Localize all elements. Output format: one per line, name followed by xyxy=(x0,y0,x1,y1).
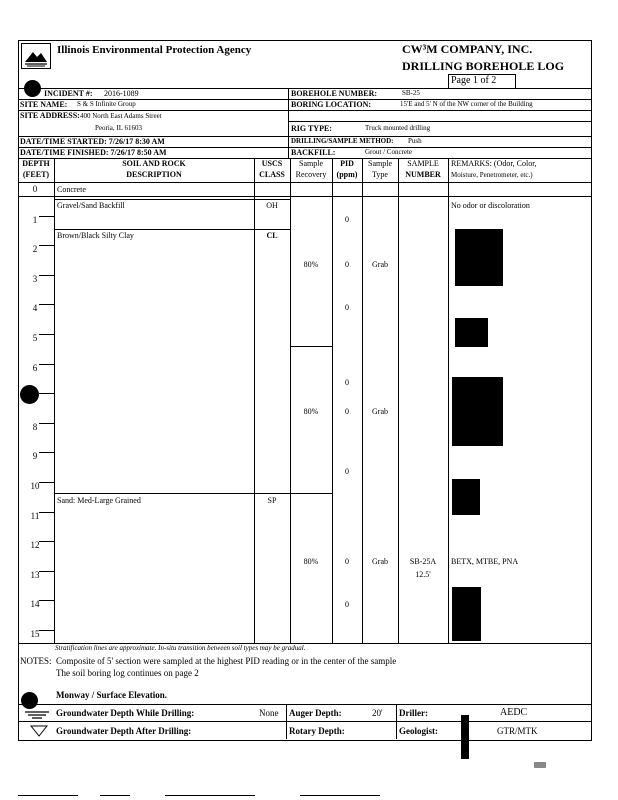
geologist-value: GTR/MTK xyxy=(497,726,538,736)
depth-label: 9 xyxy=(32,451,38,462)
col-sample-2: Recovery xyxy=(295,170,327,179)
col-depth-2: (FEET) xyxy=(22,170,50,179)
site-address-line1: 400 North East Adams Street xyxy=(80,112,162,120)
rule xyxy=(362,158,363,643)
depth-tick xyxy=(39,482,55,483)
rig-type-value: Truck mounted drilling xyxy=(365,124,431,132)
sample-depth: 12.5' xyxy=(415,570,431,579)
rule xyxy=(290,158,291,643)
driller-value: AEDC xyxy=(500,707,528,718)
depth-tick xyxy=(39,541,55,542)
depth-tick xyxy=(39,571,55,572)
rule xyxy=(286,704,287,739)
drilling-method-value: Push xyxy=(408,137,422,145)
depth-tick xyxy=(39,393,55,394)
col-stype-1: Sample xyxy=(368,159,392,168)
type-3: Grab xyxy=(372,557,388,566)
depth-label: 6 xyxy=(32,362,38,373)
rule xyxy=(18,196,591,197)
type-2: Grab xyxy=(372,407,388,416)
layer-clay: Brown/Black Silty Clay xyxy=(57,231,134,240)
rule xyxy=(254,158,255,643)
layer-gravel: Gravel/Sand Backfill xyxy=(57,201,125,210)
rotary-label: Rotary Depth: xyxy=(289,726,345,736)
depth-label: 3 xyxy=(32,273,38,284)
borehole-value: SB-25 xyxy=(402,89,420,97)
depth-label: 2 xyxy=(32,244,38,255)
pid-1a: 0 xyxy=(345,215,349,224)
layer-boundary xyxy=(54,199,290,200)
pid-1c: 0 xyxy=(345,303,349,312)
gw-while-value: None xyxy=(259,708,279,718)
punch-hole xyxy=(20,385,39,404)
depth-tick xyxy=(39,512,55,513)
redaction-block xyxy=(452,377,503,446)
sample-boundary xyxy=(290,346,332,347)
auger-label: Auger Depth: xyxy=(289,708,342,718)
redaction-block xyxy=(452,479,480,515)
incident-value: 2016-1089 xyxy=(104,89,139,98)
stratification-note: Stratification lines are approximate. In-situ transition between soil types may be gradual. xyxy=(55,644,306,652)
groundwater-after-icon xyxy=(30,724,48,736)
pid-2a: 0 xyxy=(345,378,349,387)
rule xyxy=(300,795,380,796)
recovery-1: 80% xyxy=(303,260,319,269)
redaction-block xyxy=(452,587,481,641)
gw-after-label: Groundwater Depth After Drilling: xyxy=(56,726,192,736)
site-address-label: SITE ADDRESS: xyxy=(20,111,80,120)
log-title: DRILLING BOREHOLE LOG xyxy=(402,59,565,73)
drilling-method-label: DRILLING/SAMPLE METHOD: xyxy=(291,137,394,145)
depth-label: 0 xyxy=(32,184,38,194)
rule xyxy=(288,88,289,158)
pid-2c: 0 xyxy=(345,467,349,476)
remark-1: No odor or discoloration xyxy=(451,201,530,210)
date-started: DATE/TIME STARTED: 7/26/17 8:30 AM xyxy=(20,137,165,146)
date-finished: DATE/TIME FINISHED: 7/26/17 8:50 AM xyxy=(20,148,167,157)
notes-line2: The soil boring log continues on page 2 xyxy=(56,668,199,678)
iepa-logo xyxy=(21,43,51,69)
redaction-block xyxy=(455,318,488,347)
col-snum-2: NUMBER xyxy=(405,170,441,179)
notes-label: NOTES: xyxy=(20,656,52,666)
depth-label: 12 xyxy=(30,540,40,551)
recovery-3: 80% xyxy=(303,557,319,566)
col-pid-1: PID xyxy=(340,159,354,168)
col-depth-1: DEPTH xyxy=(22,159,50,168)
layer-boundary xyxy=(54,493,290,494)
backfill-label: BACKFILL: xyxy=(291,148,336,157)
col-uscs-1: USCS xyxy=(261,159,283,168)
incident-label: INCIDENT #: xyxy=(44,89,93,98)
layer-sand: Sand: Med-Large Grained xyxy=(57,496,141,505)
depth-tick xyxy=(39,334,55,335)
col-sample-1: Sample xyxy=(299,159,323,168)
rule xyxy=(165,795,255,796)
rule xyxy=(18,182,591,183)
col-uscs-2: CLASS xyxy=(259,170,285,179)
col-soil-2: DESCRIPTION xyxy=(126,170,182,179)
borehole-label: BOREHOLE NUMBER: xyxy=(291,89,378,98)
depth-tick xyxy=(39,216,55,217)
redaction-block xyxy=(455,229,503,286)
depth-tick xyxy=(39,245,55,246)
uscs-sand: SP xyxy=(267,496,277,505)
col-pid-2: (ppm) xyxy=(336,170,358,179)
groundwater-triangle-icon xyxy=(24,708,50,716)
depth-label: 4 xyxy=(32,303,38,314)
site-name-label: SITE NAME: xyxy=(20,100,68,109)
depth-tick xyxy=(39,304,55,305)
recovery-2: 80% xyxy=(303,407,319,416)
depth-label: 8 xyxy=(32,421,38,432)
rule xyxy=(18,704,591,705)
pid-2b: 0 xyxy=(345,407,349,416)
rule xyxy=(448,158,449,643)
uscs-gravel: OH xyxy=(266,201,278,210)
site-name-value: S & S Infinite Group xyxy=(77,100,136,108)
depth-tick xyxy=(39,630,55,631)
auger-value: 20' xyxy=(372,708,383,718)
col-remarks-1: REMARKS: (Odor, Color, xyxy=(451,159,537,168)
sample-boundary xyxy=(290,493,332,494)
depth-label: 11 xyxy=(30,510,40,521)
depth-tick xyxy=(39,364,55,365)
agency-name: Illinois Environmental Protection Agency xyxy=(57,44,252,56)
rule xyxy=(18,110,591,111)
redaction-block xyxy=(461,715,469,759)
depth-tick xyxy=(39,452,55,453)
depth-label: 10 xyxy=(30,481,40,491)
depth-label: 5 xyxy=(32,333,38,343)
layer-concrete: Concrete xyxy=(57,185,86,194)
punch-hole xyxy=(21,692,38,709)
backfill-value: Grout / Concrete xyxy=(365,148,413,156)
scan-mark xyxy=(534,762,546,768)
rig-type-label: RIG TYPE: xyxy=(291,124,332,133)
depth-label: 14 xyxy=(30,599,40,610)
depth-label: 1 xyxy=(32,214,38,225)
col-snum-1: SAMPLE xyxy=(407,159,439,168)
type-1: Grab xyxy=(372,260,388,269)
rule xyxy=(18,721,591,722)
boring-location-value: 15'E and 5' N of the NW corner of the Building xyxy=(400,100,533,108)
geologist-label: Geologist: xyxy=(399,726,438,736)
sample-number: SB-25A xyxy=(409,557,437,566)
remark-2: BETX, MTBE, PNA xyxy=(451,557,519,566)
company-name: CW³M COMPANY, INC. xyxy=(402,42,533,56)
rule xyxy=(332,158,333,643)
depth-tick xyxy=(39,423,55,424)
pid-3b: 0 xyxy=(345,600,349,609)
depth-label: 15 xyxy=(30,629,40,639)
gw-while-label: Groundwater Depth While Drilling: xyxy=(56,708,195,718)
page-label: Page 1 of 2 xyxy=(451,75,497,86)
depth-tick xyxy=(39,275,55,276)
layer-boundary xyxy=(54,229,290,230)
rule xyxy=(396,704,397,739)
boring-location-label: BORING LOCATION: xyxy=(291,100,372,109)
pid-3a: 0 xyxy=(345,557,349,566)
pid-1b: 0 xyxy=(345,260,349,269)
col-stype-2: Type xyxy=(372,170,388,179)
col-soil-1: SOIL AND ROCK xyxy=(122,159,186,168)
depth-tick xyxy=(39,600,55,601)
punch-hole xyxy=(24,80,41,97)
rule xyxy=(288,121,591,122)
notes-line1: Composite of 5' section were sampled at the highest PID reading or in the center of the sample xyxy=(56,656,397,666)
monument-label: Monway / Surface Elevation. xyxy=(56,690,167,700)
uscs-clay: CL xyxy=(266,231,278,240)
driller-label: Driller: xyxy=(399,708,428,718)
depth-label: 13 xyxy=(30,569,40,580)
site-address-line2: Peoria, IL 61603 xyxy=(95,124,142,132)
rule xyxy=(18,795,78,796)
col-remarks-2: Moisture, Penetrometer, etc.) xyxy=(451,171,533,179)
rule xyxy=(100,795,130,796)
